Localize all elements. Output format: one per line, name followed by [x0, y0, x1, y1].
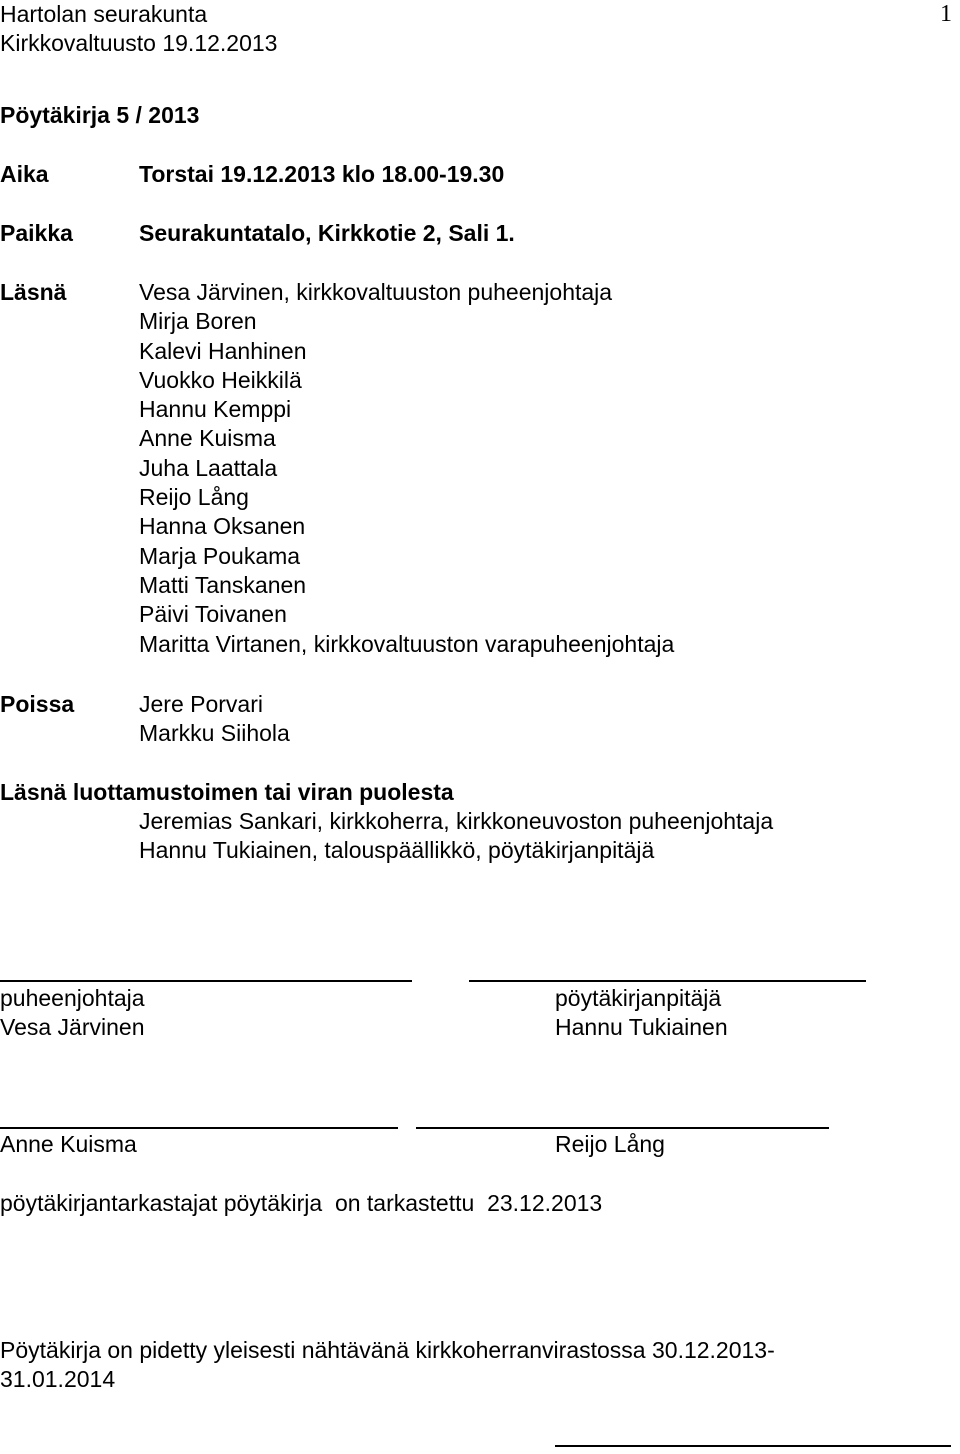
secretary-role: pöytäkirjanpitäjä [555, 985, 722, 1011]
inspector-2-name: Reijo Lång [555, 1131, 665, 1157]
public-notice-line-2: 31.01.2014 [0, 1366, 116, 1392]
absent-label: Poissa [0, 691, 75, 717]
place-label: Paikka [0, 220, 73, 246]
public-notice-signature-line [555, 1445, 951, 1447]
present-member: Marja Poukama [139, 542, 301, 569]
present-list [139, 278, 674, 659]
secretary-name: Hannu Tukiainen [555, 1014, 728, 1040]
organization-name: Hartolan seurakunta [0, 1, 208, 27]
ex-officio-label: Läsnä luottamustoimen tai viran puolesta [0, 779, 454, 805]
chair-role: puheenjohtaja [0, 985, 145, 1011]
secretary-signature-line [469, 980, 866, 982]
inspector-1-signature-line [0, 1127, 398, 1129]
present-member: Hanna Oksanen [139, 513, 306, 540]
present-member: Kalevi Hanhinen [139, 337, 307, 364]
present-member: Hannu Kemppi [139, 396, 292, 423]
present-member: Maritta Virtanen, kirkkovaltuuston varapuheenjohtaja [139, 630, 675, 657]
ex-officio-member: Jeremias Sankari, kirkkoherra, kirkkoneuvoston puheenjohtaja [139, 808, 774, 834]
meeting-title: Kirkkovaltuusto 19.12.2013 [0, 30, 278, 56]
inspection-note: pöytäkirjantarkastajat pöytäkirja on tarkastettu 23.12.2013 [0, 1190, 603, 1216]
chair-signature-line [0, 980, 412, 982]
page-number: 1 [940, 1, 952, 27]
document-title: Pöytäkirja 5 / 2013 [0, 102, 200, 128]
inspector-1-name: Anne Kuisma [0, 1131, 137, 1157]
time-value: Torstai 19.12.2013 klo 18.00-19.30 [139, 161, 505, 187]
absent-member: Markku Siihola [139, 720, 290, 747]
present-member: Vuokko Heikkilä [139, 366, 302, 393]
present-label: Läsnä [0, 279, 67, 305]
public-notice-line-1: Pöytäkirja on pidetty yleisesti nähtävänä kirkkoherranvirastossa 30.12.2013- [0, 1337, 775, 1363]
ex-officio-list [139, 807, 773, 866]
inspector-2-signature-line [416, 1127, 829, 1129]
present-member: Vesa Järvinen, kirkkovaltuuston puheenjohtaja [139, 279, 613, 305]
present-member: Anne Kuisma [139, 425, 276, 452]
chair-name: Vesa Järvinen [0, 1014, 145, 1040]
absent-list [139, 690, 290, 749]
ex-officio-member: Hannu Tukiainen, talouspäällikkö, pöytäkirjanpitäjä [139, 837, 655, 864]
absent-member: Jere Porvari [139, 691, 263, 717]
present-member: Matti Tanskanen [139, 571, 307, 598]
present-member: Päivi Toivanen [139, 601, 287, 628]
place-value: Seurakuntatalo, Kirkkotie 2, Sali 1. [139, 220, 515, 246]
present-member: Juha Laattala [139, 454, 278, 481]
present-member: Reijo Lång [139, 484, 249, 511]
time-label: Aika [0, 161, 49, 187]
present-member: Mirja Boren [139, 308, 257, 335]
